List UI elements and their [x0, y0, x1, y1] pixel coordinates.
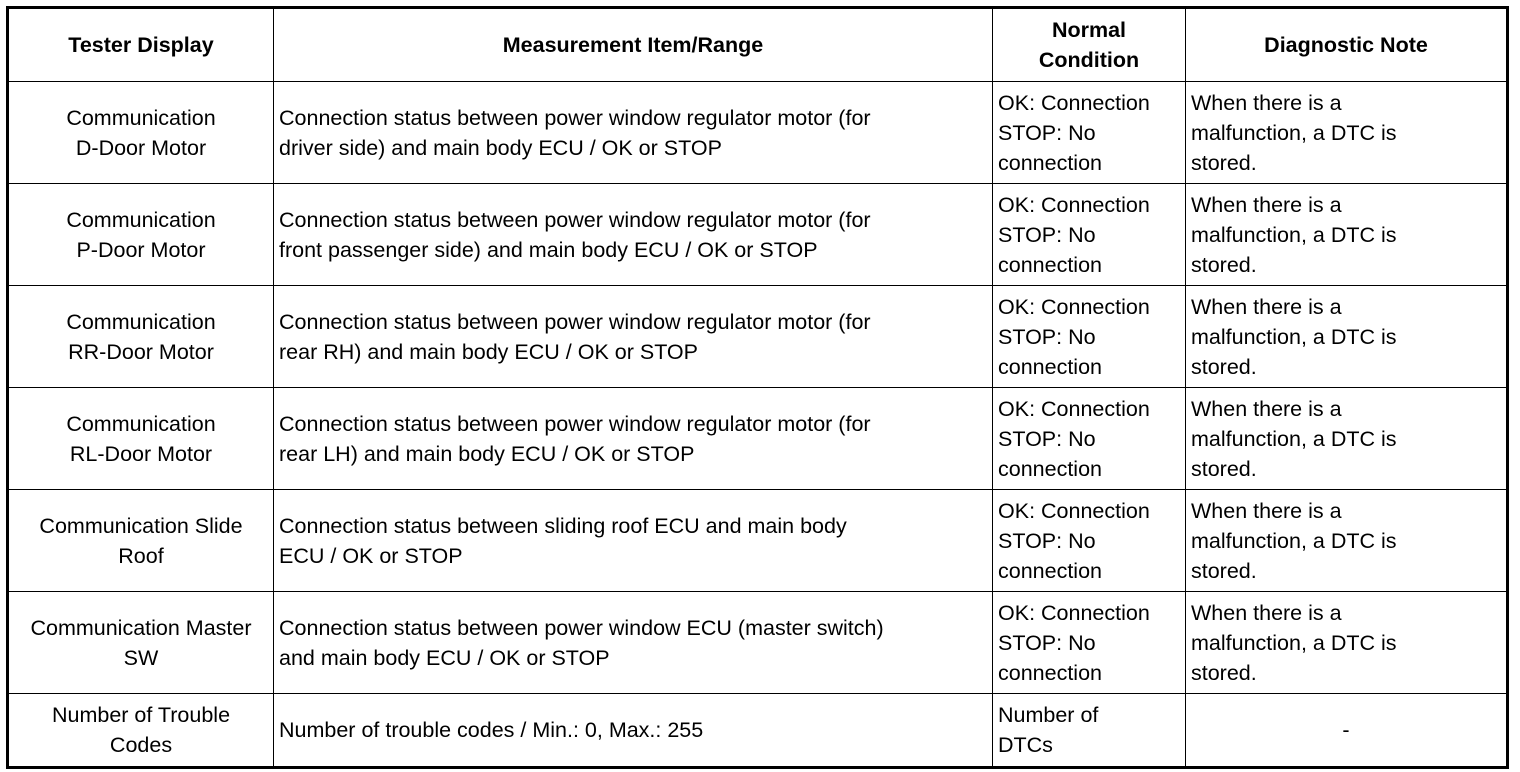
measurement-cell: Connection status between power window ECU (master switch) and main body ECU / OK or STOP — [274, 592, 993, 694]
tester-display-cell: Communication RL-Door Motor — [8, 388, 274, 490]
measurement-cell: Number of trouble codes / Min.: 0, Max.: 255 — [274, 694, 993, 768]
table-row — [8, 490, 1508, 592]
diagnostic-note-cell: When there is a malfunction, a DTC is stored. — [1186, 388, 1508, 490]
measurement-cell: Connection status between power window regulator motor (for front passenger side) and main body ECU / OK or STOP — [274, 184, 993, 286]
diagnostic-note-cell: When there is a malfunction, a DTC is stored. — [1186, 592, 1508, 694]
diagnostic-note-cell: When there is a malfunction, a DTC is stored. — [1186, 490, 1508, 592]
header-measurement-item-range: Measurement Item/Range — [274, 8, 993, 82]
diagnostic-note-cell: When there is a malfunction, a DTC is stored. — [1186, 82, 1508, 184]
header-tester-display: Tester Display — [8, 8, 274, 82]
header-normal-condition: Normal Condition — [993, 8, 1186, 82]
normal-condition-cell: Number of DTCs — [993, 694, 1186, 768]
measurement-cell: Connection status between power window regulator motor (for driver side) and main body ECU / OK or STOP — [274, 82, 993, 184]
tester-display-cell: Communication Master SW — [8, 592, 274, 694]
tester-display-cell: Communication RR-Door Motor — [8, 286, 274, 388]
tester-display-cell: Communication P-Door Motor — [8, 184, 274, 286]
tester-display-cell: Communication Slide Roof — [8, 490, 274, 592]
normal-condition-cell: OK: Connection STOP: No connection — [993, 388, 1186, 490]
table-row — [8, 184, 1508, 286]
measurement-cell: Connection status between power window regulator motor (for rear RH) and main body ECU / OK or STOP — [274, 286, 993, 388]
diagnostic-note-cell: When there is a malfunction, a DTC is stored. — [1186, 286, 1508, 388]
normal-condition-cell: OK: Connection STOP: No connection — [993, 490, 1186, 592]
normal-condition-cell: OK: Connection STOP: No connection — [993, 184, 1186, 286]
diagnostic-note-cell: When there is a malfunction, a DTC is stored. — [1186, 184, 1508, 286]
table-row — [8, 286, 1508, 388]
measurement-cell: Connection status between sliding roof ECU and main body ECU / OK or STOP — [274, 490, 993, 592]
header-row — [8, 8, 1508, 82]
normal-condition-cell: OK: Connection STOP: No connection — [993, 592, 1186, 694]
diagnostic-note-cell: - — [1186, 694, 1508, 768]
table-row — [8, 592, 1508, 694]
measurement-cell: Connection status between power window regulator motor (for rear LH) and main body ECU / OK or STOP — [274, 388, 993, 490]
data-list-table — [6, 6, 1509, 769]
normal-condition-cell: OK: Connection STOP: No connection — [993, 286, 1186, 388]
table-row — [8, 388, 1508, 490]
normal-condition-cell: OK: Connection STOP: No connection — [993, 82, 1186, 184]
tester-display-cell: Number of Trouble Codes — [8, 694, 274, 768]
header-diagnostic-note: Diagnostic Note — [1186, 8, 1508, 82]
tester-display-cell: Communication D-Door Motor — [8, 82, 274, 184]
table-row — [8, 694, 1508, 768]
table-row — [8, 82, 1508, 184]
